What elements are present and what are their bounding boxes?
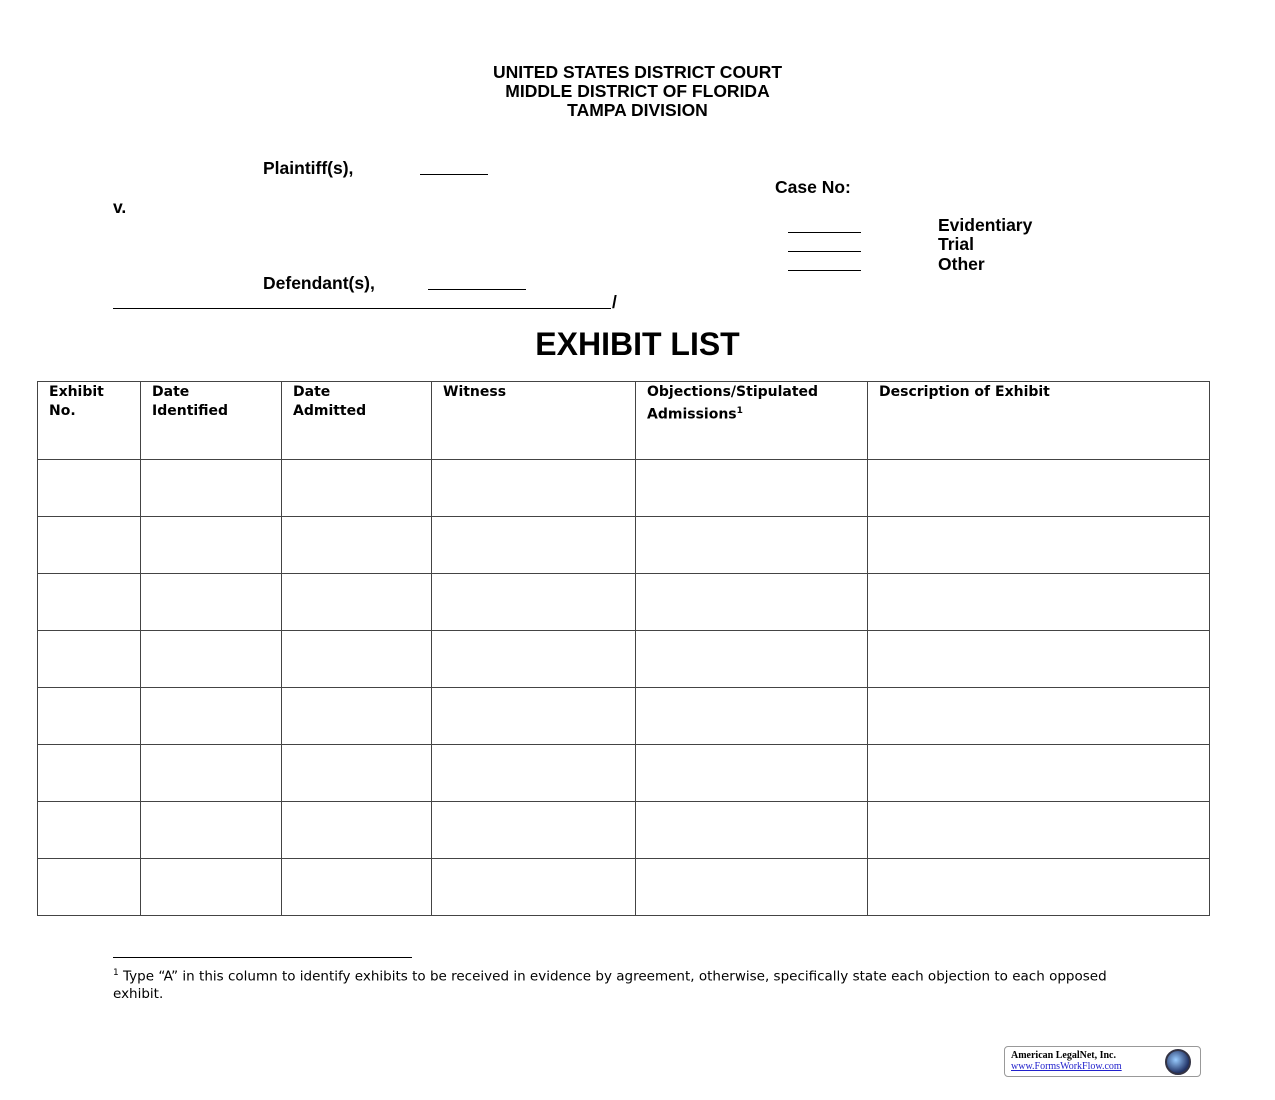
evidentiary-blank[interactable] <box>788 232 861 233</box>
footnote-separator <box>113 957 412 958</box>
table-row <box>38 631 1210 688</box>
caption-slash: / <box>612 292 617 312</box>
table-cell[interactable] <box>868 460 1210 517</box>
header-text: Witness <box>443 384 507 400</box>
option-evidentiary: Evidentiary <box>938 215 1033 235</box>
table-row <box>38 517 1210 574</box>
table-cell[interactable] <box>868 574 1210 631</box>
header-text: Description of Exhibit <box>879 384 1050 400</box>
table-cell[interactable] <box>432 574 636 631</box>
table-cell[interactable] <box>38 517 141 574</box>
table-cell[interactable] <box>282 631 432 688</box>
table-cell[interactable] <box>636 688 868 745</box>
table-header-row <box>38 382 1210 460</box>
table-cell[interactable] <box>868 688 1210 745</box>
globe-icon <box>1165 1049 1191 1075</box>
table-row <box>38 859 1210 916</box>
table-cell[interactable] <box>868 802 1210 859</box>
footnote-marker: 1 <box>113 968 119 978</box>
table-cell[interactable] <box>141 802 282 859</box>
table-cell[interactable] <box>636 631 868 688</box>
header-text: Date <box>293 384 331 400</box>
plaintiff-label: Plaintiff(s), <box>263 158 354 178</box>
table-cell[interactable] <box>282 688 432 745</box>
header-text: Exhibit <box>49 384 104 400</box>
table-cell[interactable] <box>636 859 868 916</box>
table-cell[interactable] <box>141 517 282 574</box>
table-cell[interactable] <box>38 859 141 916</box>
table-cell[interactable] <box>432 745 636 802</box>
logo-url[interactable]: www.FormsWorkFlow.com <box>1011 1061 1122 1072</box>
table-cell[interactable] <box>432 517 636 574</box>
table-cell[interactable] <box>868 631 1210 688</box>
table-cell[interactable] <box>38 631 141 688</box>
col-date-identified <box>141 382 282 460</box>
table-cell[interactable] <box>282 460 432 517</box>
table-cell[interactable] <box>636 802 868 859</box>
table-cell[interactable] <box>38 574 141 631</box>
header-text: No. <box>49 403 76 419</box>
page-title: EXHIBIT LIST <box>535 326 740 362</box>
versus-label: v. <box>113 197 127 217</box>
trial-blank[interactable] <box>788 251 861 252</box>
defendant-label: Defendant(s), <box>263 273 375 293</box>
table-cell[interactable] <box>38 688 141 745</box>
col-date-admitted <box>282 382 432 460</box>
table-cell[interactable] <box>141 631 282 688</box>
header-text: Identified <box>152 403 229 419</box>
table-cell[interactable] <box>432 460 636 517</box>
header-text: Objections/Stipulated <box>647 384 819 400</box>
logo-company: American LegalNet, Inc. <box>1011 1050 1116 1061</box>
col-objections <box>636 382 868 460</box>
col-description <box>868 382 1210 460</box>
american-legalnet-logo[interactable] <box>1004 1046 1201 1077</box>
col-exhibit-no <box>38 382 141 460</box>
table-cell[interactable] <box>282 745 432 802</box>
header-text: Admitted <box>293 403 367 419</box>
table-cell[interactable] <box>432 859 636 916</box>
footnote-ref[interactable]: 1 <box>736 406 743 416</box>
case-no-label: Case No: <box>775 177 851 197</box>
table-cell[interactable] <box>38 802 141 859</box>
table-cell[interactable] <box>141 688 282 745</box>
table-cell[interactable] <box>868 859 1210 916</box>
table-cell[interactable] <box>141 574 282 631</box>
other-blank[interactable] <box>788 270 861 271</box>
table-cell[interactable] <box>282 802 432 859</box>
table-cell[interactable] <box>636 574 868 631</box>
exhibit-table <box>37 381 1210 916</box>
table-cell[interactable] <box>282 574 432 631</box>
table-cell[interactable] <box>432 631 636 688</box>
division-name: TAMPA DIVISION <box>567 100 708 120</box>
court-name: UNITED STATES DISTRICT COURT <box>492 62 783 82</box>
table-cell[interactable] <box>868 517 1210 574</box>
table-cell[interactable] <box>636 517 868 574</box>
option-other: Other <box>938 254 985 274</box>
col-witness <box>432 382 636 460</box>
option-trial: Trial <box>938 234 974 254</box>
table-cell[interactable] <box>432 688 636 745</box>
plaintiff-blank[interactable] <box>420 174 488 175</box>
table-row <box>38 574 1210 631</box>
defendant-blank[interactable] <box>428 289 526 290</box>
table-cell[interactable] <box>38 460 141 517</box>
table-cell[interactable] <box>38 745 141 802</box>
caption-underline <box>113 308 611 309</box>
footnote <box>113 965 1143 1004</box>
table-cell[interactable] <box>868 745 1210 802</box>
table-row <box>38 460 1210 517</box>
table-cell[interactable] <box>141 460 282 517</box>
header-text: Date <box>152 384 190 400</box>
table-row <box>38 802 1210 859</box>
district-name: MIDDLE DISTRICT OF FLORIDA <box>505 81 770 101</box>
table-cell[interactable] <box>432 802 636 859</box>
footnote-text: Type “A” in this column to identify exhibits to be received in evidence by agreement, otherwise, specifically state each objection to each opposed exhibit. <box>113 968 1107 1002</box>
table-cell[interactable] <box>141 859 282 916</box>
table-cell[interactable] <box>282 859 432 916</box>
table-cell[interactable] <box>141 745 282 802</box>
table-cell[interactable] <box>282 517 432 574</box>
table-row <box>38 688 1210 745</box>
table-cell[interactable] <box>636 460 868 517</box>
table-row <box>38 745 1210 802</box>
header-text: Admissions <box>647 406 737 423</box>
table-cell[interactable] <box>636 745 868 802</box>
